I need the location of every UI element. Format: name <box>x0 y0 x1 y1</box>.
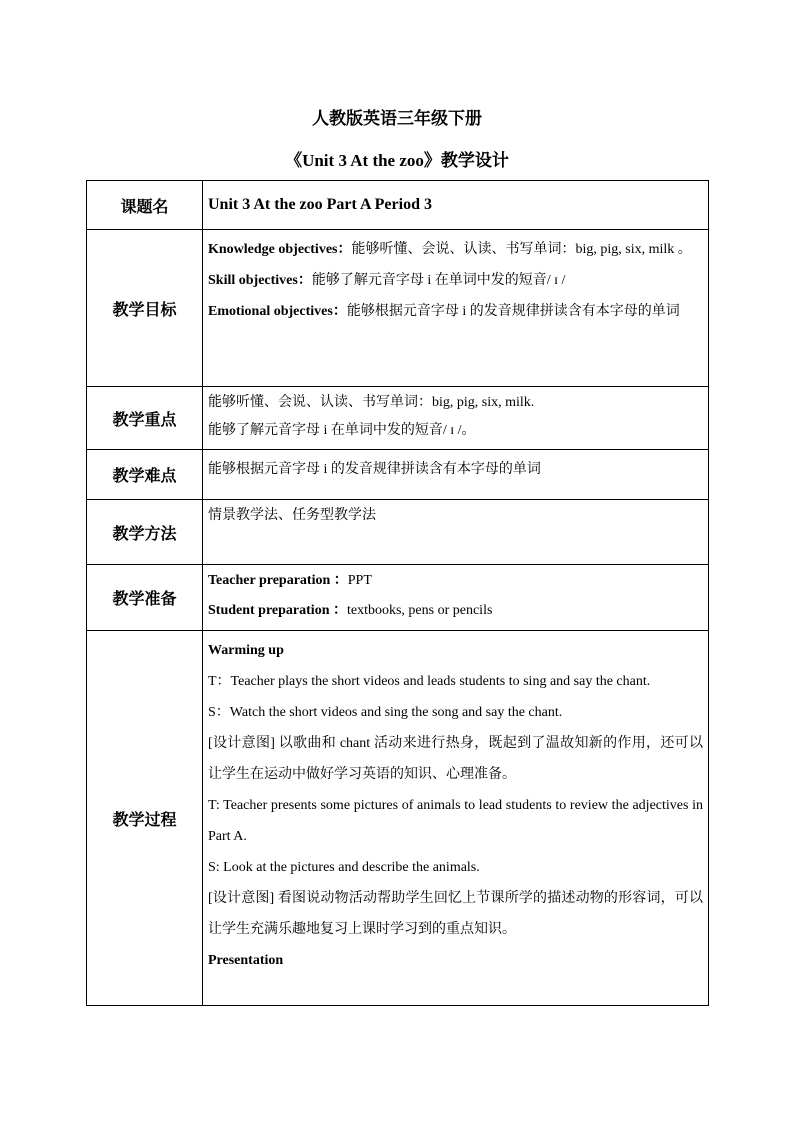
label-topic: 课题名 <box>87 181 203 230</box>
key-point-line-2: 能够了解元音字母 i 在单词中发的短音/ ɪ /。 <box>208 423 476 438</box>
knowledge-text: 能够听懂、会说、认读、书写单词：big, pig, six, milk 。 <box>351 242 692 257</box>
row-objectives <box>87 230 709 387</box>
design-intent-2: [设计意图] 看图说动物活动帮助学生回忆上节课所学的描述动物的形容词，可以让学生充满乐趣地复习上课时学习到的重点知识。 <box>208 891 703 937</box>
teacher-prep-text: PPT <box>347 573 372 588</box>
key-points-content <box>203 387 709 450</box>
label-preparation: 教学准备 <box>87 565 203 631</box>
process-t1: T：Teacher plays the short videos and leads students to sing and say the chant. <box>208 674 651 689</box>
knowledge-key: Knowledge objectives： <box>208 242 352 257</box>
process-t2: T: Teacher presents some pictures of animals to lead students to review the adjectives in Part A. <box>208 798 703 844</box>
objectives-content <box>203 230 709 387</box>
preparation-content <box>203 565 709 631</box>
design-intent-1: [设计意图] 以歌曲和 chant 活动来进行热身，既起到了温故知新的作用，还可以让学生在运动中做好学习英语的知识、心理准备。 <box>208 736 703 782</box>
teacher-prep-key: Teacher preparation ： <box>208 573 348 588</box>
presentation-heading: Presentation <box>208 953 284 968</box>
skill-objective <box>208 265 703 296</box>
label-methods: 教学方法 <box>87 500 203 565</box>
methods-content: 情景教学法、任务型教学法 <box>203 500 709 565</box>
key-point-line-1: 能够听懂、会说、认读、书写单词：big, pig, six, milk. <box>208 395 535 410</box>
topic-value: Unit 3 At the zoo Part A Period 3 <box>203 181 709 230</box>
student-preparation <box>208 596 703 626</box>
skill-key: Skill objectives： <box>208 273 312 288</box>
label-key-points: 教学重点 <box>87 387 203 450</box>
skill-text: 能够了解元音字母 i 在单词中发的短音/ ɪ / <box>311 273 566 288</box>
label-process: 教学过程 <box>87 631 203 1006</box>
warming-up-heading: Warming up <box>208 643 284 658</box>
emotional-objective <box>208 296 703 327</box>
label-objectives: 教学目标 <box>87 230 203 387</box>
row-process <box>87 631 709 1006</box>
document-subtitle: 《Unit 3 At the zoo》教学设计 <box>285 151 509 170</box>
emotional-key: Emotional objectives： <box>208 304 347 319</box>
student-prep-key: Student preparation ： <box>208 603 347 618</box>
lesson-plan-table <box>86 180 709 1006</box>
process-s1: S：Watch the short videos and sing the song and say the chant. <box>208 705 563 720</box>
emotional-text: 能够根据元音字母 i 的发音规律拼读含有本字母的单词 <box>346 304 680 319</box>
row-difficulties <box>87 450 709 500</box>
process-s2: S: Look at the pictures and describe the animals. <box>208 860 480 875</box>
student-prep-text: textbooks, pens or pencils <box>346 603 493 618</box>
teacher-preparation <box>208 566 703 596</box>
process-content <box>203 631 709 1006</box>
row-key-points <box>87 387 709 450</box>
row-preparation <box>87 565 709 631</box>
row-methods <box>87 500 709 565</box>
knowledge-objective <box>208 234 703 265</box>
label-difficulties: 教学难点 <box>87 450 203 500</box>
document-title: 人教版英语三年级下册 <box>312 109 482 128</box>
row-topic <box>87 181 709 230</box>
difficulties-content: 能够根据元音字母 i 的发音规律拼读含有本字母的单词 <box>203 450 709 500</box>
